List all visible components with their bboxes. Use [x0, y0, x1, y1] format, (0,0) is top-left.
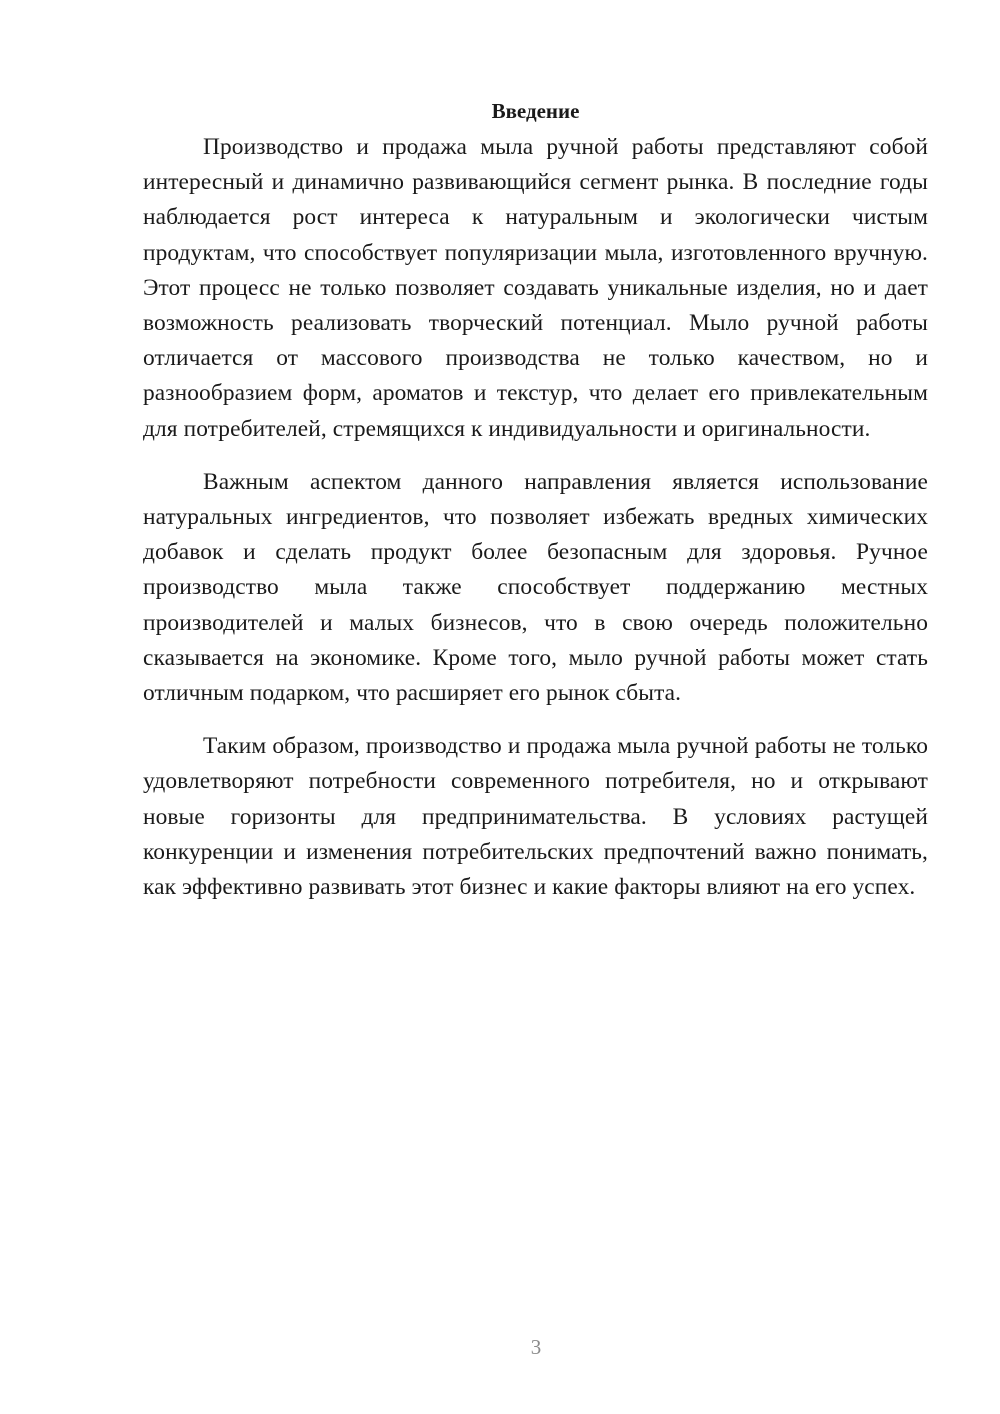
section-title: Введение [491, 99, 580, 123]
page-content [143, 96, 928, 905]
paragraph-1: Производство и продажа мыла ручной работы представляют собой интересный и динамично развивающийся сегмент рынка. В последние годы наблюдается рост интереса к натуральным и экологически чистым продуктам, что способствует популяризации мыла, изготовленного вручную. Этот процесс не только позволяет создавать уникальные изделия, но и дает возможность реализовать творческий потенциал. Мыло ручной работы отличается от массового производства не только качеством, но и разнообразием форм, ароматов и текстур, что делает его привлекательным для потребителей, стремящихся к индивидуальности и оригинальности. [143, 134, 928, 442]
page-number: 3 [530, 1335, 542, 1359]
paragraph-2: Важным аспектом данного направления является использование натуральных ингредиентов, что позволяет избежать вредных химических добавок и сделать продукт более безопасным для здоровья. Ручное производство мыла также способствует поддержанию местных производителей и малых бизнесов, что в свою очередь положительно сказывается на экономике. Кроме того, мыло ручной работы может стать отличным подарком, что расширяет его рынок сбыта. [143, 468, 928, 707]
paragraph-3: Таким образом, производство и продажа мыла ручной работы не только удовлетворяют потребности современного потребителя, но и открывают новые горизонты для предпринимательства. В условиях растущей конкуренции и изменения потребительских предпочтений важно понимать, как эффективно развивать этот бизнес и какие факторы влияют на его успех. [143, 733, 928, 901]
